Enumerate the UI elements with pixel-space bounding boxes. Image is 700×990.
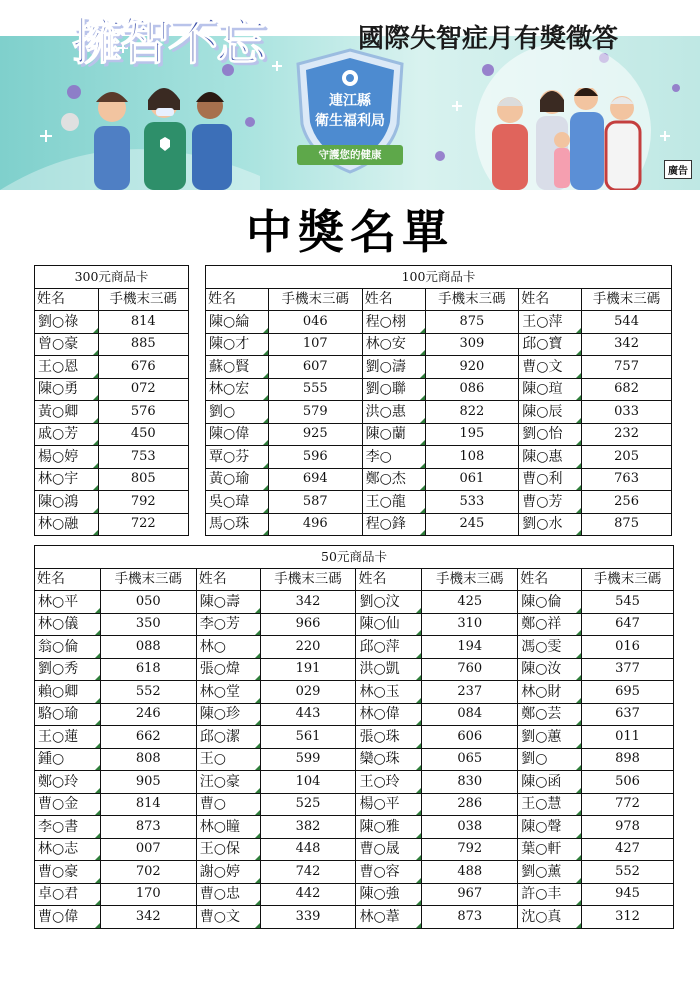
table-row [206, 423, 672, 446]
phone-last-three: 676 [98, 356, 188, 379]
phone-last-three: 808 [100, 748, 196, 771]
phone-last-three: 763 [582, 468, 672, 491]
winner-name: 李○芳 [196, 613, 260, 636]
winner-name: 林○平 [35, 591, 101, 614]
phone-last-three: 312 [582, 906, 674, 929]
winner-name: 劉○祿 [35, 311, 99, 334]
table-row [206, 446, 672, 469]
winner-name: 陳○聲 [518, 816, 582, 839]
column-header-phone: 手機末三碼 [268, 288, 362, 311]
phone-last-three: 088 [100, 636, 196, 659]
phone-last-three: 722 [98, 513, 188, 536]
phone-last-three: 792 [422, 838, 518, 861]
phone-last-three: 830 [422, 771, 518, 794]
phone-last-three: 545 [582, 591, 674, 614]
shield-org-line2: 衛生福利局 [315, 113, 385, 129]
winner-name: 曹○偉 [35, 906, 101, 929]
phone-last-three: 873 [422, 906, 518, 929]
winner-name: 程○栩 [362, 311, 425, 334]
column-header-name: 姓名 [519, 288, 582, 311]
phone-last-three: 885 [98, 333, 188, 356]
winner-name: 黃○瑜 [206, 468, 269, 491]
winner-name: 林○安 [362, 333, 425, 356]
winner-name: 曹○忠 [196, 883, 260, 906]
phone-last-three: 875 [582, 513, 672, 536]
winner-name: 陳○才 [206, 333, 269, 356]
phone-last-three: 647 [582, 613, 674, 636]
phone-last-three: 576 [98, 401, 188, 424]
family-illustration [480, 88, 660, 190]
phone-last-three: 191 [260, 658, 356, 681]
phone-last-three: 256 [582, 491, 672, 514]
phone-last-three: 966 [260, 613, 356, 636]
winner-name: 洪○凱 [356, 658, 422, 681]
phone-last-three: 220 [260, 636, 356, 659]
winner-name: 黃○卿 [35, 401, 99, 424]
phone-last-three: 637 [582, 703, 674, 726]
phone-last-three: 920 [425, 356, 519, 379]
table-row [35, 613, 674, 636]
promo-banner [0, 0, 700, 190]
winner-name: 戚○芳 [35, 423, 99, 446]
table-row [35, 883, 674, 906]
table-row [206, 468, 672, 491]
page-title: 中獎名單 [246, 205, 454, 259]
phone-last-three: 488 [422, 861, 518, 884]
phone-last-three: 742 [260, 861, 356, 884]
table-row [35, 401, 189, 424]
table-row [35, 311, 189, 334]
banner-title: 擁智不忘 [72, 13, 264, 71]
column-header-phone: 手機末三碼 [98, 288, 188, 311]
winner-name: 王○保 [196, 838, 260, 861]
phone-last-three: 443 [260, 703, 356, 726]
phone-last-three: 342 [260, 591, 356, 614]
phone-last-three: 339 [260, 906, 356, 929]
phone-last-three: 561 [260, 726, 356, 749]
winner-name: 陳○壽 [196, 591, 260, 614]
phone-last-three: 925 [268, 423, 362, 446]
phone-last-three: 038 [422, 816, 518, 839]
phone-last-three: 873 [100, 816, 196, 839]
column-header-name: 姓名 [196, 568, 260, 591]
winner-name: 劉○蕙 [518, 726, 582, 749]
phone-last-three: 104 [260, 771, 356, 794]
table-row [35, 906, 674, 929]
phone-last-three: 072 [98, 378, 188, 401]
table-row [35, 333, 189, 356]
phone-last-three: 552 [100, 681, 196, 704]
winner-name: 楊○婷 [35, 446, 99, 469]
phone-last-three: 757 [582, 356, 672, 379]
phone-last-three: 342 [100, 906, 196, 929]
winner-name: 曹○豪 [35, 861, 101, 884]
phone-last-three: 544 [582, 311, 672, 334]
winner-name: 曹○文 [196, 906, 260, 929]
winner-name: 曹○晟 [356, 838, 422, 861]
table-row [35, 356, 189, 379]
phone-last-three: 450 [98, 423, 188, 446]
phone-last-three: 170 [100, 883, 196, 906]
table-row [206, 491, 672, 514]
winner-name: 邱○寶 [519, 333, 582, 356]
phone-last-three: 694 [268, 468, 362, 491]
winner-name: 曹○容 [356, 861, 422, 884]
winner-name: 林○瞳 [196, 816, 260, 839]
column-header-phone: 手機末三碼 [582, 568, 674, 591]
winner-name: 陳○汝 [518, 658, 582, 681]
healthcare-workers-illustration [60, 82, 260, 190]
winners-table-300 [34, 265, 189, 536]
winner-name: 陳○仙 [356, 613, 422, 636]
table-row [206, 401, 672, 424]
winner-name: 王○恩 [35, 356, 99, 379]
table-row [35, 748, 674, 771]
table-row [35, 861, 674, 884]
phone-last-three: 342 [582, 333, 672, 356]
table-row [35, 468, 189, 491]
phone-last-three: 310 [422, 613, 518, 636]
winner-name: 李○ [362, 446, 425, 469]
winner-name: 謝○婷 [196, 861, 260, 884]
table-row [35, 771, 674, 794]
winner-name: 劉○薰 [518, 861, 582, 884]
winner-name: 劉○ [518, 748, 582, 771]
winner-name: 林○儀 [35, 613, 101, 636]
winner-name: 王○玲 [356, 771, 422, 794]
winner-name: 曾○豪 [35, 333, 99, 356]
winner-name: 楊○平 [356, 793, 422, 816]
column-header-phone: 手機末三碼 [425, 288, 519, 311]
winner-name: 陳○綸 [206, 311, 269, 334]
winner-name: 曹○文 [519, 356, 582, 379]
table-row [35, 793, 674, 816]
phone-last-three: 050 [100, 591, 196, 614]
winner-name: 李○書 [35, 816, 101, 839]
winner-name: 陳○強 [356, 883, 422, 906]
winner-name: 欒○珠 [356, 748, 422, 771]
phone-last-three: 898 [582, 748, 674, 771]
winner-name: 陳○蘭 [362, 423, 425, 446]
table-row [35, 423, 189, 446]
winner-name: 曹○芳 [519, 491, 582, 514]
table-row [35, 703, 674, 726]
phone-last-three: 046 [268, 311, 362, 334]
phone-last-three: 792 [98, 491, 188, 514]
winner-name: 陳○偉 [206, 423, 269, 446]
winner-name: 賴○卿 [35, 681, 101, 704]
phone-last-three: 350 [100, 613, 196, 636]
winner-name: 許○丰 [518, 883, 582, 906]
table-row [206, 311, 672, 334]
slogan-ribbon: 守護您的健康 [297, 145, 403, 165]
table-row [206, 513, 672, 536]
winner-name: 劉○汶 [356, 591, 422, 614]
phone-last-three: 286 [422, 793, 518, 816]
column-header-name: 姓名 [362, 288, 425, 311]
phone-last-three: 084 [422, 703, 518, 726]
phone-last-three: 107 [268, 333, 362, 356]
table-row [35, 816, 674, 839]
winner-name: 陳○倫 [518, 591, 582, 614]
table-row [35, 378, 189, 401]
winner-name: 林○ [196, 636, 260, 659]
winner-name: 林○玉 [356, 681, 422, 704]
phone-last-three: 245 [425, 513, 519, 536]
winner-name: 王○萍 [519, 311, 582, 334]
winner-name: 鄭○祥 [518, 613, 582, 636]
column-header-phone: 手機末三碼 [582, 288, 672, 311]
winner-name: 陳○鴻 [35, 491, 99, 514]
phone-last-three: 195 [425, 423, 519, 446]
table-caption: 300元商品卡 [35, 266, 189, 289]
winner-name: 洪○惠 [362, 401, 425, 424]
phone-last-three: 029 [260, 681, 356, 704]
phone-last-three: 442 [260, 883, 356, 906]
winner-name: 駱○瑜 [35, 703, 101, 726]
table-row [35, 513, 189, 536]
column-header-name: 姓名 [356, 568, 422, 591]
phone-last-three: 753 [98, 446, 188, 469]
table-header-row [35, 568, 674, 591]
table-row [35, 681, 674, 704]
column-header-name: 姓名 [35, 568, 101, 591]
phone-last-three: 805 [98, 468, 188, 491]
winner-name: 汪○豪 [196, 771, 260, 794]
phone-last-three: 978 [582, 816, 674, 839]
phone-last-three: 760 [422, 658, 518, 681]
winner-name: 王○ [196, 748, 260, 771]
column-header-phone: 手機末三碼 [422, 568, 518, 591]
winner-name: 林○偉 [356, 703, 422, 726]
phone-last-three: 525 [260, 793, 356, 816]
winner-name: 曹○ [196, 793, 260, 816]
phone-last-three: 607 [268, 356, 362, 379]
winner-name: 沈○真 [518, 906, 582, 929]
phone-last-three: 587 [268, 491, 362, 514]
table-row [35, 838, 674, 861]
phone-last-three: 065 [422, 748, 518, 771]
winner-name: 鄭○芸 [518, 703, 582, 726]
phone-last-three: 579 [268, 401, 362, 424]
table-row [206, 356, 672, 379]
phone-last-three: 237 [422, 681, 518, 704]
phone-last-three: 086 [425, 378, 519, 401]
phone-last-three: 606 [422, 726, 518, 749]
winner-name: 馬○珠 [206, 513, 269, 536]
winner-name: 林○堂 [196, 681, 260, 704]
winner-name: 林○融 [35, 513, 99, 536]
winner-name: 陳○勇 [35, 378, 99, 401]
column-header-name: 姓名 [206, 288, 269, 311]
winner-name: 吳○瑋 [206, 491, 269, 514]
phone-last-three: 382 [260, 816, 356, 839]
phone-last-three: 377 [582, 658, 674, 681]
winner-name: 張○煒 [196, 658, 260, 681]
winner-name: 曹○金 [35, 793, 101, 816]
winner-name: 陳○函 [518, 771, 582, 794]
winner-name: 翁○倫 [35, 636, 101, 659]
winner-name: 陳○惠 [519, 446, 582, 469]
winner-name: 林○葦 [356, 906, 422, 929]
phone-last-three: 695 [582, 681, 674, 704]
winner-name: 陳○辰 [519, 401, 582, 424]
winner-name: 王○蓮 [35, 726, 101, 749]
phone-last-three: 011 [582, 726, 674, 749]
column-header-name: 姓名 [35, 288, 99, 311]
phone-last-three: 232 [582, 423, 672, 446]
winner-name: 陳○雅 [356, 816, 422, 839]
winner-name: 劉○濤 [362, 356, 425, 379]
table-row [35, 636, 674, 659]
phone-last-three: 702 [100, 861, 196, 884]
phone-last-three: 552 [582, 861, 674, 884]
winner-name: 劉○聯 [362, 378, 425, 401]
table-row [35, 446, 189, 469]
phone-last-three: 309 [425, 333, 519, 356]
winner-name: 覃○芬 [206, 446, 269, 469]
winners-table-50 [34, 545, 674, 929]
phone-last-three: 814 [98, 311, 188, 334]
table-row [35, 658, 674, 681]
winners-table-100 [205, 265, 672, 536]
shield-org-line1: 連江縣 [329, 93, 371, 109]
winner-name: 馮○雯 [518, 636, 582, 659]
winner-name: 劉○ [206, 401, 269, 424]
phone-last-three: 682 [582, 378, 672, 401]
table-header-row [206, 288, 672, 311]
phone-last-three: 448 [260, 838, 356, 861]
phone-last-three: 814 [100, 793, 196, 816]
phone-last-three: 108 [425, 446, 519, 469]
phone-last-three: 599 [260, 748, 356, 771]
phone-last-three: 246 [100, 703, 196, 726]
banner-subtitle: 國際失智症月有獎徵答 [358, 24, 619, 54]
winner-name: 鄭○玲 [35, 771, 101, 794]
winner-name: 鍾○ [35, 748, 101, 771]
phone-last-three: 061 [425, 468, 519, 491]
phone-last-three: 945 [582, 883, 674, 906]
winner-name: 林○宇 [35, 468, 99, 491]
phone-last-three: 662 [100, 726, 196, 749]
phone-last-three: 618 [100, 658, 196, 681]
phone-last-three: 016 [582, 636, 674, 659]
table-row [35, 491, 189, 514]
phone-last-three: 967 [422, 883, 518, 906]
table-row [35, 726, 674, 749]
phone-last-three: 496 [268, 513, 362, 536]
winner-name: 陳○珍 [196, 703, 260, 726]
table-caption: 100元商品卡 [206, 266, 672, 289]
phone-last-three: 596 [268, 446, 362, 469]
phone-last-three: 033 [582, 401, 672, 424]
winner-name: 王○龍 [362, 491, 425, 514]
winner-name: 王○慧 [518, 793, 582, 816]
winner-name: 林○志 [35, 838, 101, 861]
phone-last-three: 555 [268, 378, 362, 401]
column-header-name: 姓名 [518, 568, 582, 591]
winner-name: 蘇○賢 [206, 356, 269, 379]
ad-label: 廣告 [664, 160, 692, 179]
phone-last-three: 772 [582, 793, 674, 816]
table-row [206, 378, 672, 401]
column-header-phone: 手機末三碼 [260, 568, 356, 591]
table-header-row [35, 288, 189, 311]
phone-last-three: 875 [425, 311, 519, 334]
winner-name: 張○珠 [356, 726, 422, 749]
column-header-phone: 手機末三碼 [100, 568, 196, 591]
winner-name: 林○宏 [206, 378, 269, 401]
phone-last-three: 007 [100, 838, 196, 861]
phone-last-three: 533 [425, 491, 519, 514]
phone-last-three: 194 [422, 636, 518, 659]
winner-name: 劉○秀 [35, 658, 101, 681]
winner-name: 程○鋒 [362, 513, 425, 536]
winner-name: 劉○水 [519, 513, 582, 536]
winner-name: 鄭○杰 [362, 468, 425, 491]
phone-last-three: 427 [582, 838, 674, 861]
table-caption: 50元商品卡 [35, 546, 674, 569]
phone-last-three: 506 [582, 771, 674, 794]
phone-last-three: 822 [425, 401, 519, 424]
winner-name: 邱○萍 [356, 636, 422, 659]
winner-name: 葉○軒 [518, 838, 582, 861]
table-row [206, 333, 672, 356]
winner-name: 邱○潔 [196, 726, 260, 749]
winner-name: 陳○瑄 [519, 378, 582, 401]
phone-last-three: 425 [422, 591, 518, 614]
winner-name: 林○財 [518, 681, 582, 704]
table-row [35, 591, 674, 614]
winner-name: 卓○君 [35, 883, 101, 906]
phone-last-three: 205 [582, 446, 672, 469]
winner-name: 劉○怡 [519, 423, 582, 446]
winner-name: 曹○利 [519, 468, 582, 491]
phone-last-three: 905 [100, 771, 196, 794]
